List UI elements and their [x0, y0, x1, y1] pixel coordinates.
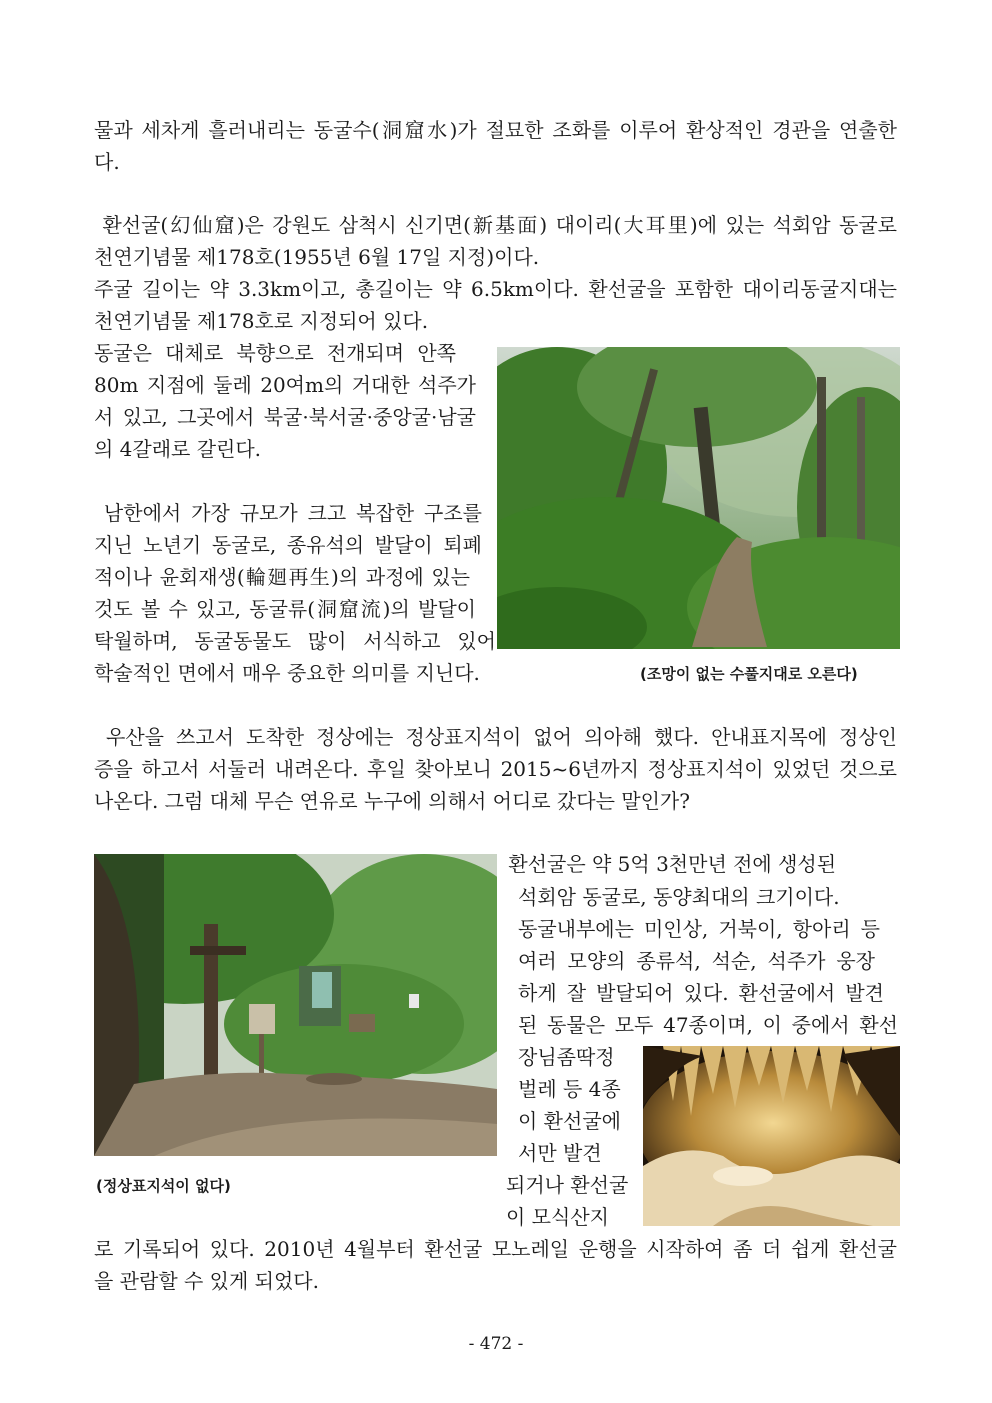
text-line: 벌레 등 4종	[518, 1077, 621, 1101]
text-line: 여러 모양의 종류석, 석순, 석주가 웅장	[518, 949, 875, 973]
page-number: - 472 -	[468, 1334, 524, 1354]
text-line: 천연기념물 제178호로 지정되어 있다.	[94, 309, 429, 333]
text-line: 천연기념물 제178호(1955년 6월 17일 지정)이다.	[94, 245, 540, 269]
text-line: 되거나 환선굴	[506, 1173, 629, 1197]
text-line: 이 환선굴에	[518, 1109, 621, 1133]
cave-stalactite-photo	[643, 1046, 900, 1226]
text-line: 나온다. 그럼 대체 무슨 연유로 누구에 의해서 어디로 갔다는 말인가?	[94, 789, 690, 813]
text-line: 을 관람할 수 있게 되었다.	[94, 1269, 319, 1293]
text-line: 증을 하고서 서둘러 내려온다. 후일 찾아보니 2015~6년까지 정상표지석이 있었던 것으로	[94, 757, 897, 781]
text-line: 다.	[94, 150, 120, 174]
text-line: 동굴내부에는 미인상, 거북이, 항아리 등	[518, 917, 880, 941]
text-line: 적이나 윤회재생(輪廻再生)의 과정에 있는	[94, 565, 470, 589]
text-line: 우산을 쓰고서 도착한 정상에는 정상표지석이 없어 의아해 했다. 안내표지목에 정상인	[94, 725, 897, 749]
text-line: 의 4갈래로 갈린다.	[94, 437, 262, 461]
text-line: 지닌 노년기 동굴로, 종유석의 발달이 퇴폐	[94, 533, 482, 557]
text-line: 물과 세차게 흘러내리는 동굴수(洞窟水)가 절묘한 조화를 이루어 환상적인 경관을 연출한	[94, 118, 897, 142]
text-line: 탁월하며, 동굴동물도 많이 서식하고 있어	[94, 629, 496, 653]
forest-trail-photo	[497, 347, 900, 649]
text-line: 석회암 동굴로, 동양최대의 크기이다.	[518, 885, 840, 909]
summit-photo-caption: (정상표지석이 없다)	[96, 1177, 231, 1195]
summit-signpost-photo	[94, 854, 497, 1156]
text-line: 환선굴은 약 5억 3천만년 전에 생성된	[502, 852, 837, 876]
text-line: 서 있고, 그곳에서 북굴·북서굴·중앙굴·남굴	[94, 405, 476, 429]
text-line: 남한에서 가장 규모가 크고 복잡한 구조를	[94, 501, 482, 525]
text-line: 동굴은 대체로 북향으로 전개되며 안쪽	[94, 341, 456, 365]
text-line: 된 동물은 모두 47종이며, 이 중에서 환선	[518, 1013, 898, 1037]
text-line: 학술적인 면에서 매우 중요한 의미를 지닌다.	[94, 661, 480, 685]
text-line: 장님좀딱정	[518, 1045, 615, 1069]
text-line: 80m 지점에 둘레 20여m의 거대한 석주가	[94, 373, 476, 397]
text-line: 주굴 길이는 약 3.3km이고, 총길이는 약 6.5km이다. 환선굴을 포함한 대이리동굴지대는	[94, 277, 897, 301]
text-line: 이 모식산지	[506, 1205, 609, 1229]
text-line: 서만 발견	[518, 1141, 602, 1165]
text-line: 로 기록되어 있다. 2010년 4월부터 환선굴 모노레일 운행을 시작하여 좀 더 쉽게 환선굴	[94, 1237, 897, 1261]
text-line: 환선굴(幻仙窟)은 강원도 삼척시 신기면(新基面) 대이리(大耳里)에 있는 석회암 동굴로	[94, 213, 897, 237]
text-line: 것도 볼 수 있고, 동굴류(洞窟流)의 발달이	[94, 597, 476, 621]
forest-photo-caption: (조망이 없는 수풀지대로 오른다)	[640, 665, 858, 683]
text-line: 하게 잘 발달되어 있다. 환선굴에서 발견	[518, 981, 884, 1005]
